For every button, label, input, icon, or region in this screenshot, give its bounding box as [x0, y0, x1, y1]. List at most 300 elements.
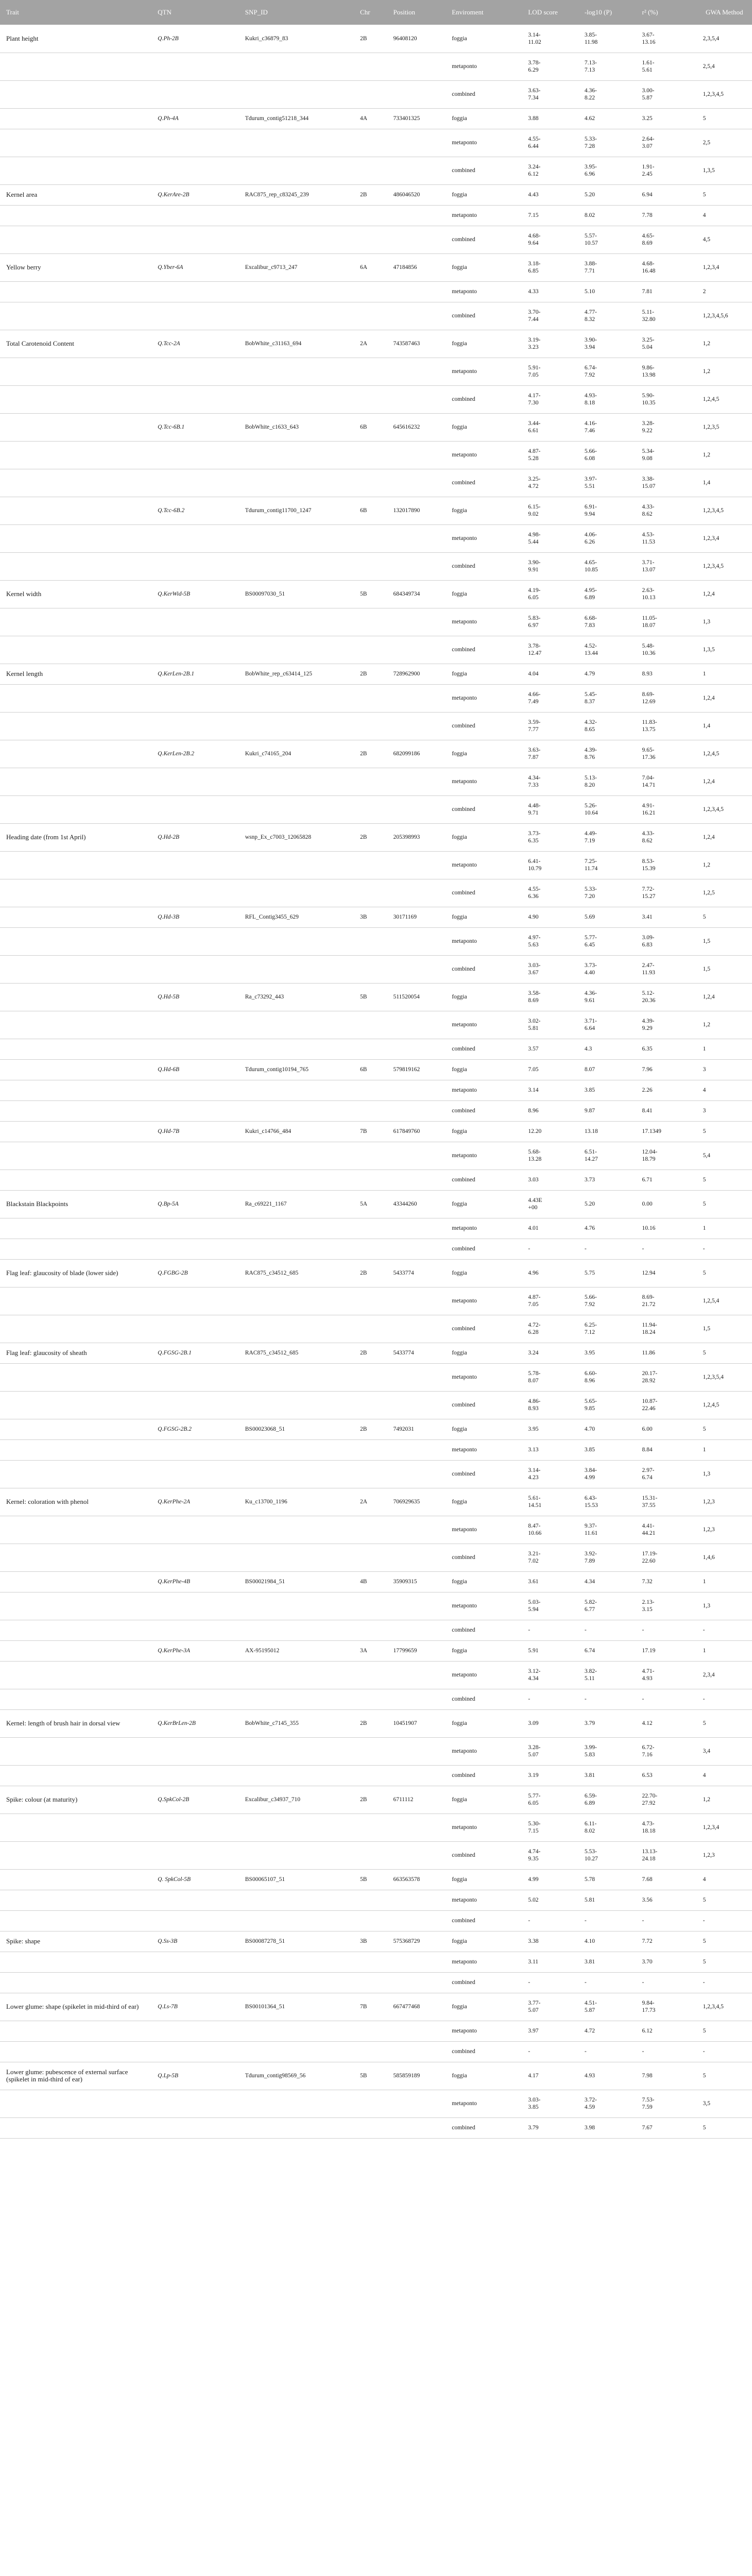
cell-lod-score: 5.83- 6.97 [522, 608, 578, 636]
cell-log10p: 3.73- 4.40 [578, 955, 636, 983]
cell-position: 706929635 [387, 1488, 446, 1516]
cell-snp-id [239, 302, 354, 330]
cell-chr: 2A [354, 1488, 387, 1516]
cell-environment: foggia [446, 1640, 522, 1661]
cell-lod-score: 3.19- 3.23 [522, 330, 578, 358]
cell-trait [0, 2090, 151, 2117]
cell-position: 579819162 [387, 1059, 446, 1080]
cell-gwa-method: 2 [697, 281, 752, 302]
table-row [0, 1972, 752, 1993]
cell-position: 617849760 [387, 1121, 446, 1142]
cell-log10p: 5.66- 7.92 [578, 1287, 636, 1315]
cell-qtn [151, 205, 239, 226]
cell-gwa-method: 1,2 [697, 441, 752, 469]
cell-r2: 7.81 [636, 281, 696, 302]
cell-lod-score: 3.03- 3.85 [522, 2090, 578, 2117]
cell-log10p: 5.69 [578, 907, 636, 927]
cell-chr: 5A [354, 1190, 387, 1218]
cell-r2: 3.25 [636, 108, 696, 129]
cell-qtn: Q.Yber-6A [151, 253, 239, 281]
table-row [0, 1287, 752, 1315]
cell-log10p: 6.51- 14.27 [578, 1142, 636, 1170]
cell-lod-score: 4.96 [522, 1259, 578, 1287]
cell-environment: combined [446, 795, 522, 823]
cell-position [387, 205, 446, 226]
table-row [0, 1910, 752, 1931]
cell-trait [0, 413, 151, 441]
cell-position: 17799659 [387, 1640, 446, 1661]
cell-r2: 4.12 [636, 1709, 696, 1737]
cell-qtn: Q.Hd-7B [151, 1121, 239, 1142]
cell-position [387, 1952, 446, 1972]
cell-lod-score: 5.78- 8.07 [522, 1363, 578, 1391]
cell-gwa-method: 5 [697, 1190, 752, 1218]
cell-lod-score: 4.55- 6.36 [522, 879, 578, 907]
cell-position: 30171169 [387, 907, 446, 927]
cell-snp-id [239, 469, 354, 497]
cell-lod-score: 6.41- 10.79 [522, 851, 578, 879]
cell-gwa-method: 1,2,5 [697, 879, 752, 907]
cell-position [387, 358, 446, 385]
cell-trait [0, 1910, 151, 1931]
cell-lod-score: 4.87- 5.28 [522, 441, 578, 469]
table-row [0, 1841, 752, 1869]
cell-environment: combined [446, 1039, 522, 1059]
cell-gwa-method: - [697, 1239, 752, 1259]
cell-gwa-method: 1,2,3,4,5 [697, 1993, 752, 2021]
cell-gwa-method: 1,2,3 [697, 1841, 752, 1869]
cell-chr [354, 1011, 387, 1039]
cell-chr [354, 80, 387, 108]
cell-position [387, 1765, 446, 1786]
cell-trait [0, 1640, 151, 1661]
table-row [0, 1190, 752, 1218]
cell-r2: 7.68 [636, 1869, 696, 1890]
cell-r2: 5.11- 32.80 [636, 302, 696, 330]
cell-trait [0, 524, 151, 552]
cell-r2: 5.90- 10.35 [636, 385, 696, 413]
cell-r2: 9.86- 13.98 [636, 358, 696, 385]
cell-r2: 3.41 [636, 907, 696, 927]
cell-lod-score: 4.74- 9.35 [522, 1841, 578, 1869]
cell-qtn [151, 1544, 239, 1571]
cell-snp-id [239, 2090, 354, 2117]
cell-log10p: 3.99- 5.83 [578, 1737, 636, 1765]
cell-log10p: 7.25- 11.74 [578, 851, 636, 879]
cell-qtn: Q.KerLen-2B.1 [151, 664, 239, 684]
cell-chr [354, 1516, 387, 1544]
cell-qtn [151, 524, 239, 552]
cell-environment: metaponto [446, 1737, 522, 1765]
cell-lod-score: 3.28- 5.07 [522, 1737, 578, 1765]
cell-trait [0, 80, 151, 108]
cell-position: 132017890 [387, 497, 446, 524]
cell-qtn [151, 684, 239, 712]
cell-chr [354, 1910, 387, 1931]
cell-qtn: Q.Bp-5A [151, 1190, 239, 1218]
cell-lod-score: 3.14 [522, 1080, 578, 1100]
cell-qtn [151, 80, 239, 108]
header-chr: Chr [354, 0, 387, 25]
cell-qtn [151, 795, 239, 823]
cell-environment: foggia [446, 907, 522, 927]
cell-environment: combined [446, 1239, 522, 1259]
cell-position [387, 2021, 446, 2041]
cell-gwa-method: 2,3,4 [697, 1661, 752, 1689]
cell-log10p: 3.82- 5.11 [578, 1661, 636, 1689]
cell-trait [0, 712, 151, 740]
cell-r2: 2.13- 3.15 [636, 1592, 696, 1620]
cell-snp-id: BS00087278_51 [239, 1931, 354, 1952]
cell-lod-score: 3.13 [522, 1439, 578, 1460]
cell-position [387, 768, 446, 795]
cell-r2: 4.39- 9.29 [636, 1011, 696, 1039]
cell-environment: metaponto [446, 2021, 522, 2041]
cell-snp-id: Ra_c69221_1167 [239, 1190, 354, 1218]
cell-qtn [151, 1100, 239, 1121]
cell-trait [0, 1972, 151, 1993]
cell-log10p: 5.20 [578, 184, 636, 205]
cell-r2: 3.38- 15.07 [636, 469, 696, 497]
cell-log10p: 3.84- 4.99 [578, 1460, 636, 1488]
cell-r2: 4.71- 4.93 [636, 1661, 696, 1689]
cell-log10p: 5.26- 10.64 [578, 795, 636, 823]
cell-gwa-method: 1,2,4 [697, 823, 752, 851]
cell-snp-id [239, 1890, 354, 1910]
cell-position [387, 80, 446, 108]
cell-snp-id [239, 1218, 354, 1239]
cell-environment: foggia [446, 580, 522, 608]
cell-snp-id [239, 1391, 354, 1419]
cell-gwa-method: - [697, 1689, 752, 1709]
cell-position [387, 1841, 446, 1869]
table-row [0, 2090, 752, 2117]
cell-lod-score: 3.73- 6.35 [522, 823, 578, 851]
cell-chr: 3A [354, 1640, 387, 1661]
cell-position: 733401325 [387, 108, 446, 129]
cell-snp-id [239, 53, 354, 80]
cell-lod-score: 3.44- 6.61 [522, 413, 578, 441]
cell-snp-id [239, 1737, 354, 1765]
cell-chr [354, 1814, 387, 1841]
cell-position [387, 879, 446, 907]
cell-chr [354, 1544, 387, 1571]
cell-environment: metaponto [446, 1952, 522, 1972]
cell-snp-id [239, 2041, 354, 2062]
cell-chr [354, 879, 387, 907]
cell-gwa-method: 5 [697, 1259, 752, 1287]
cell-trait [0, 1121, 151, 1142]
cell-snp-id: Kukri_c36879_83 [239, 25, 354, 53]
cell-snp-id [239, 1620, 354, 1640]
cell-log10p: 3.97- 5.51 [578, 469, 636, 497]
cell-r2: 6.35 [636, 1039, 696, 1059]
cell-position [387, 1439, 446, 1460]
table-row [0, 795, 752, 823]
table-row [0, 1814, 752, 1841]
cell-lod-score: 3.03 [522, 1170, 578, 1190]
table-row [0, 1786, 752, 1814]
cell-gwa-method: 2,5 [697, 129, 752, 157]
cell-snp-id [239, 1080, 354, 1100]
cell-snp-id [239, 1439, 354, 1460]
cell-snp-id: Kukri_c14766_484 [239, 1121, 354, 1142]
table-row [0, 253, 752, 281]
cell-snp-id: Tdurum_contig11700_1247 [239, 497, 354, 524]
cell-environment: metaponto [446, 1661, 522, 1689]
cell-chr: 3B [354, 907, 387, 927]
table-row [0, 1640, 752, 1661]
cell-chr: 6B [354, 497, 387, 524]
cell-r2: 10.16 [636, 1218, 696, 1239]
cell-r2: 11.05- 18.07 [636, 608, 696, 636]
cell-environment: foggia [446, 2062, 522, 2090]
cell-trait [0, 205, 151, 226]
cell-snp-id [239, 1142, 354, 1170]
cell-r2: 2.47- 11.93 [636, 955, 696, 983]
cell-r2: 2.63- 10.13 [636, 580, 696, 608]
cell-lod-score: 4.48- 9.71 [522, 795, 578, 823]
table-row [0, 281, 752, 302]
cell-gwa-method: 5 [697, 907, 752, 927]
cell-snp-id [239, 205, 354, 226]
table-row [0, 664, 752, 684]
cell-lod-score: 3.03- 3.67 [522, 955, 578, 983]
cell-r2: 8.41 [636, 1100, 696, 1121]
cell-trait: Lower glume: shape (spikelet in mid-third of ear) [0, 1993, 151, 2021]
cell-gwa-method: 1,2,3,5 [697, 413, 752, 441]
table-row [0, 823, 752, 851]
cell-gwa-method: 1,3 [697, 1592, 752, 1620]
cell-position [387, 1592, 446, 1620]
cell-gwa-method: 1,2 [697, 330, 752, 358]
cell-chr [354, 205, 387, 226]
cell-snp-id [239, 1841, 354, 1869]
table-row [0, 1544, 752, 1571]
cell-r2: 11.94- 18.24 [636, 1315, 696, 1343]
cell-lod-score: - [522, 1910, 578, 1931]
cell-r2: 4.33- 8.62 [636, 823, 696, 851]
cell-chr [354, 1890, 387, 1910]
cell-position: 6711112 [387, 1786, 446, 1814]
cell-gwa-method: 1,2,3,4 [697, 524, 752, 552]
cell-qtn [151, 879, 239, 907]
cell-position: 5433774 [387, 1259, 446, 1287]
table-row [0, 469, 752, 497]
cell-gwa-method: 5 [697, 1343, 752, 1363]
cell-trait: Kernel length [0, 664, 151, 684]
cell-lod-score: - [522, 1239, 578, 1259]
cell-qtn: Q.Ss-3B [151, 1931, 239, 1952]
cell-snp-id: RFL_Contig3455_629 [239, 907, 354, 927]
cell-chr: 2B [354, 1343, 387, 1363]
cell-environment: metaponto [446, 358, 522, 385]
cell-chr [354, 441, 387, 469]
cell-trait [0, 1592, 151, 1620]
cell-qtn [151, 281, 239, 302]
table-row [0, 1080, 752, 1100]
cell-environment: foggia [446, 664, 522, 684]
cell-position: 5433774 [387, 1343, 446, 1363]
table-row [0, 983, 752, 1011]
cell-r2: 3.67- 13.16 [636, 25, 696, 53]
table-row [0, 1993, 752, 2021]
cell-snp-id: BS00101364_51 [239, 1993, 354, 2021]
cell-trait: Spike: colour (at maturity) [0, 1786, 151, 1814]
cell-lod-score: 3.09 [522, 1709, 578, 1737]
cell-log10p: 5.81 [578, 1890, 636, 1910]
cell-lod-score: 4.04 [522, 664, 578, 684]
table-row [0, 80, 752, 108]
cell-log10p: 6.11- 8.02 [578, 1814, 636, 1841]
cell-r2: - [636, 1620, 696, 1640]
cell-lod-score: 3.21- 7.02 [522, 1544, 578, 1571]
cell-chr: 2A [354, 330, 387, 358]
cell-environment: foggia [446, 1869, 522, 1890]
cell-log10p: - [578, 1972, 636, 1993]
cell-environment: metaponto [446, 1814, 522, 1841]
cell-trait [0, 108, 151, 129]
cell-position: 645616232 [387, 413, 446, 441]
cell-trait [0, 1218, 151, 1239]
table-row [0, 1620, 752, 1640]
cell-trait [0, 53, 151, 80]
cell-lod-score: 4.68- 9.64 [522, 226, 578, 253]
cell-chr [354, 2041, 387, 2062]
cell-environment: combined [446, 955, 522, 983]
cell-position [387, 1391, 446, 1419]
cell-trait [0, 302, 151, 330]
cell-log10p: 4.77- 8.32 [578, 302, 636, 330]
cell-trait [0, 226, 151, 253]
cell-position: 743587463 [387, 330, 446, 358]
cell-log10p: 8.07 [578, 1059, 636, 1080]
cell-log10p: 5.13- 8.20 [578, 768, 636, 795]
cell-chr: 5B [354, 1869, 387, 1890]
cell-r2: 7.78 [636, 205, 696, 226]
cell-position [387, 552, 446, 580]
cell-log10p: 4.51- 5.87 [578, 1993, 636, 2021]
cell-lod-score: 6.15- 9.02 [522, 497, 578, 524]
cell-log10p: - [578, 1239, 636, 1259]
cell-environment: combined [446, 552, 522, 580]
cell-gwa-method: 5 [697, 1419, 752, 1439]
cell-qtn [151, 358, 239, 385]
cell-position [387, 281, 446, 302]
cell-qtn [151, 768, 239, 795]
table-row [0, 2117, 752, 2138]
cell-gwa-method: 1,2,4 [697, 684, 752, 712]
cell-lod-score: 3.78- 6.29 [522, 53, 578, 80]
cell-log10p: 5.33- 7.20 [578, 879, 636, 907]
table-row [0, 129, 752, 157]
cell-qtn [151, 1239, 239, 1259]
cell-gwa-method: 4,5 [697, 226, 752, 253]
cell-environment: metaponto [446, 129, 522, 157]
cell-trait [0, 1011, 151, 1039]
cell-log10p: 5.45- 8.37 [578, 684, 636, 712]
cell-trait [0, 636, 151, 664]
cell-gwa-method: 1,5 [697, 1315, 752, 1343]
cell-gwa-method: 1,2,3,4,5,6 [697, 302, 752, 330]
cell-trait: Lower glume: pubescence of external surface (spikelet in mid-third of ear) [0, 2062, 151, 2090]
table-row [0, 1218, 752, 1239]
cell-log10p: 3.85- 11.98 [578, 25, 636, 53]
cell-snp-id [239, 1952, 354, 1972]
cell-chr [354, 1765, 387, 1786]
cell-environment: combined [446, 1100, 522, 1121]
header-position: Position [387, 0, 446, 25]
cell-trait [0, 1059, 151, 1080]
cell-position [387, 684, 446, 712]
cell-trait [0, 1100, 151, 1121]
cell-gwa-method: 1,2,3,4 [697, 1814, 752, 1841]
cell-gwa-method: 1,2 [697, 1011, 752, 1039]
table-header-row [0, 0, 752, 25]
cell-environment: metaponto [446, 205, 522, 226]
cell-environment: foggia [446, 1259, 522, 1287]
cell-log10p: 3.73 [578, 1170, 636, 1190]
cell-gwa-method: 1,4 [697, 469, 752, 497]
cell-chr [354, 608, 387, 636]
cell-gwa-method: 1 [697, 1640, 752, 1661]
cell-trait [0, 740, 151, 768]
cell-position [387, 385, 446, 413]
cell-r2: 12.94 [636, 1259, 696, 1287]
cell-trait [0, 1039, 151, 1059]
cell-gwa-method: 5 [697, 2062, 752, 2090]
cell-qtn: Q.Hd-6B [151, 1059, 239, 1080]
cell-chr [354, 1100, 387, 1121]
cell-r2: 15.31- 37.55 [636, 1488, 696, 1516]
table-row [0, 1516, 752, 1544]
cell-chr [354, 851, 387, 879]
table-row [0, 1890, 752, 1910]
cell-snp-id [239, 1910, 354, 1931]
table-row [0, 1121, 752, 1142]
cell-qtn [151, 441, 239, 469]
cell-gwa-method: 1 [697, 1439, 752, 1460]
cell-log10p: 5.65- 9.85 [578, 1391, 636, 1419]
cell-chr: 2B [354, 1259, 387, 1287]
cell-snp-id [239, 1100, 354, 1121]
cell-log10p: 4.52- 13.44 [578, 636, 636, 664]
cell-lod-score: 4.90 [522, 907, 578, 927]
table-row [0, 441, 752, 469]
cell-qtn [151, 1620, 239, 1640]
cell-snp-id [239, 226, 354, 253]
cell-log10p: 9.37- 11.61 [578, 1516, 636, 1544]
cell-trait [0, 1516, 151, 1544]
cell-gwa-method: 1,2,3,4,5 [697, 552, 752, 580]
table-row [0, 497, 752, 524]
cell-qtn: Q.FGSG-2B.2 [151, 1419, 239, 1439]
cell-lod-score: 5.91 [522, 1640, 578, 1661]
cell-lod-score: 3.61 [522, 1571, 578, 1592]
cell-qtn: Q.FGBG-2B [151, 1259, 239, 1287]
cell-snp-id: Excalibur_c34937_710 [239, 1786, 354, 1814]
cell-environment: combined [446, 1841, 522, 1869]
cell-r2: 7.72 [636, 1931, 696, 1952]
table-row [0, 1488, 752, 1516]
cell-qtn [151, 302, 239, 330]
cell-trait: Total Carotenoid Content [0, 330, 151, 358]
cell-snp-id [239, 1460, 354, 1488]
cell-qtn [151, 608, 239, 636]
cell-snp-id [239, 1315, 354, 1343]
cell-environment: metaponto [446, 768, 522, 795]
cell-r2: 22.70- 27.92 [636, 1786, 696, 1814]
